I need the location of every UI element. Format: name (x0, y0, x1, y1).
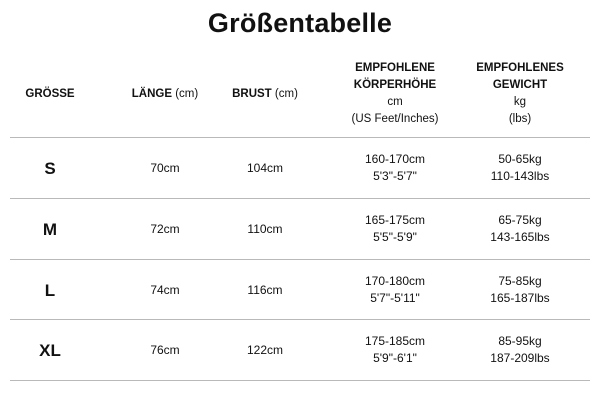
table-row-m (10, 199, 590, 259)
header-chest (215, 58, 315, 130)
header-height-line1: EMPFOHLENE (355, 62, 435, 74)
weight-lbs: 165-187lbs (490, 291, 550, 305)
weight-kg: 75-85kg (498, 274, 542, 288)
size-cell: L (44, 280, 56, 300)
header-size (10, 58, 90, 130)
weight-kg: 50-65kg (498, 152, 542, 166)
header-length-label: LÄNGE (131, 87, 173, 100)
weight-cell (455, 320, 585, 380)
weight-cell (455, 199, 585, 259)
header-weight-unit1: kg (513, 96, 527, 108)
height-cell (325, 260, 465, 320)
height-cm: 175-185cm (364, 334, 426, 348)
weight-cell (455, 138, 585, 198)
header-chest-label: BRUST (232, 87, 272, 100)
header-weight-unit2: (lbs) (508, 113, 532, 125)
header-height (325, 58, 465, 130)
height-ft: 5'5"-5'9" (373, 230, 417, 244)
length-cell: 70cm (150, 160, 180, 175)
size-cell: XL (39, 340, 61, 360)
height-cell (325, 138, 465, 198)
weight-kg: 85-95kg (498, 334, 542, 348)
header-length (110, 58, 220, 130)
length-cell: 72cm (150, 221, 180, 236)
row-divider (10, 380, 590, 381)
height-ft: 5'7"-5'11" (370, 291, 420, 305)
weight-lbs: 110-143lbs (490, 169, 550, 183)
height-cm: 170-180cm (364, 274, 426, 288)
length-cell: 74cm (150, 282, 180, 297)
header-weight-line1: EMPFOHLENES (476, 62, 564, 74)
height-cm: 160-170cm (364, 152, 426, 166)
height-cm: 165-175cm (364, 213, 426, 227)
chest-cell: 110cm (247, 221, 283, 236)
chest-cell: 122cm (246, 342, 284, 357)
table-row-l (10, 260, 590, 320)
header-weight-line2: GEWICHT (492, 79, 548, 91)
table-row-xl (10, 320, 590, 380)
header-length-unit: (cm) (175, 87, 199, 100)
header-height-line2: KÖRPERHÖHE (353, 79, 437, 91)
weight-cell (455, 260, 585, 320)
height-cell (325, 320, 465, 380)
size-cell: S (44, 158, 56, 178)
header-weight (455, 58, 585, 130)
table-header (10, 58, 590, 130)
height-cell (325, 199, 465, 259)
chest-cell: 116cm (247, 282, 283, 297)
header-height-unit1: cm (387, 96, 403, 108)
weight-lbs: 187-209lbs (490, 351, 550, 365)
weight-kg: 65-75kg (498, 213, 542, 227)
weight-lbs: 143-165lbs (490, 230, 550, 244)
height-ft: 5'9"-6'1" (373, 351, 417, 365)
size-cell: M (42, 219, 58, 239)
height-ft: 5'3"-5'7" (373, 169, 417, 183)
page-title: Größentabelle (207, 8, 393, 38)
length-cell: 76cm (150, 342, 180, 357)
table-row-s (10, 138, 590, 198)
header-chest-unit: (cm) (274, 87, 298, 100)
chest-cell: 104cm (246, 160, 284, 175)
header-size-label: GRÖSSE (25, 87, 75, 100)
header-height-unit2: (US Feet/Inches) (351, 113, 439, 125)
